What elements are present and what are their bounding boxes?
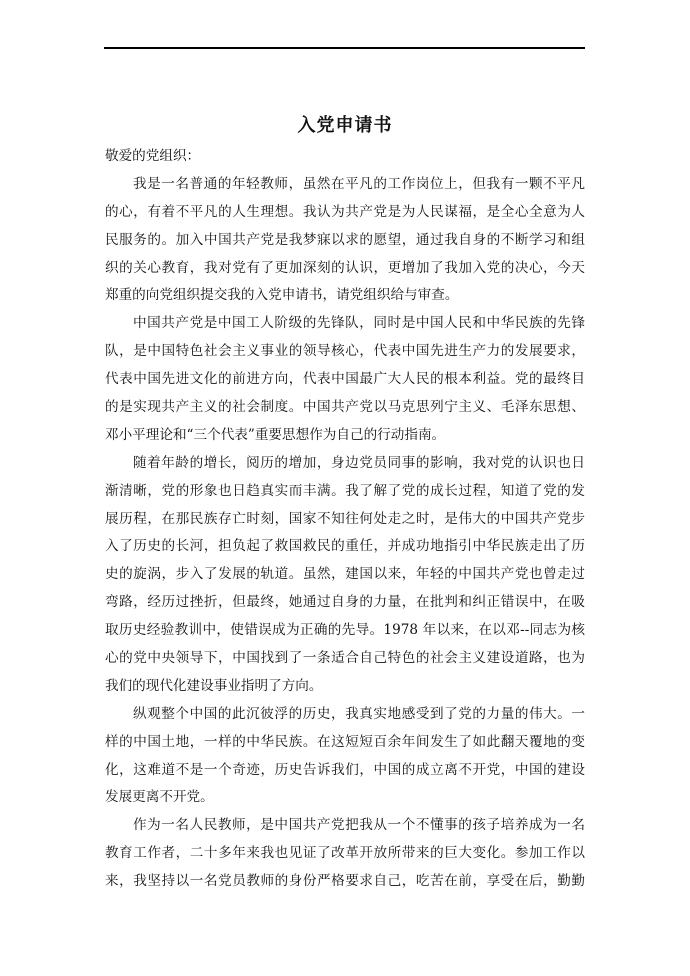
paragraph-line: 发展更离不开党。 xyxy=(105,789,214,806)
paragraph-line: 样的中国土地，一样的中华民族。在这短短百余年间发生了如此翻天覆地的变 xyxy=(105,733,585,750)
paragraph-line: 的是实现共产主义的社会制度。中国共产党以马克思列宁主义、毛泽东思想、 xyxy=(105,399,585,416)
paragraph-1 xyxy=(105,171,585,310)
paragraph-line: 作为一名人民教师，是中国共产党把我从一个不懂事的孩子培养成为一名 xyxy=(133,817,585,834)
paragraph-line: 化，这难道不是一个奇迹，历史告诉我们，中国的成立离不开党，中国的建设 xyxy=(105,761,585,778)
paragraph-line: 入了历史的长河，担负起了救国救民的重任，并成功地指引中华民族走出了历 xyxy=(105,538,585,555)
paragraph-line: 队，是中国特色社会主义事业的领导核心，代表中国先进生产力的发展要求， xyxy=(105,343,585,360)
paragraph-line: 史的旋涡，步入了发展的轨道。虽然，建国以来，年轻的中国共产党也曾走过 xyxy=(105,566,585,583)
paragraph-line: 郑重的向党组织提交我的入党申请书，请党组织给与审查。 xyxy=(105,287,459,304)
paragraph-line: 纵观整个中国的此沉彼浮的历史，我真实地感受到了党的力量的伟大。一 xyxy=(133,705,585,722)
paragraph-line: 代表中国先进文化的前进方向，代表中国最广大人民的根本利益。党的最终目 xyxy=(105,371,585,388)
paragraph-3 xyxy=(105,450,585,701)
salutation: 敬爱的党组织： xyxy=(105,148,201,164)
paragraph-line: 弯路，经历过挫折，但最终，她通过自身的力量，在批判和纠正错误中，在吸 xyxy=(105,594,585,611)
paragraph-line: 我是一名普通的年轻教师，虽然在平凡的工作岗位上，但我有一颗不平凡 xyxy=(133,175,585,192)
paragraph-line: 随着年龄的增长，阅历的增加，身边党员同事的影响，我对党的认识也日 xyxy=(133,454,585,471)
paragraph-line: 我们的现代化建设事业指明了方向。 xyxy=(105,677,323,694)
paragraph-4 xyxy=(105,701,585,813)
paragraph-line: 展历程，在那民族存亡时刻，国家不知往何处走之时，是伟大的中国共产党步 xyxy=(105,510,585,527)
paragraph-line: 织的关心教育，我对党有了更加深刻的认识，更增加了我加入党的决心，今天 xyxy=(105,259,585,276)
paragraph-line: 取历史经验教训中，使错误成为正确的先导。1978 年以来，在以邓--同志为核 xyxy=(105,622,585,639)
paragraph-line: 中国共产党是中国工人阶级的先锋队，同时是中国人民和中华民族的先锋 xyxy=(133,315,585,332)
document-title: 入党申请书 xyxy=(297,115,393,136)
paragraph-line: 教育工作者，二十多年来我也见证了改革开放所带来的巨大变化。参加工作以 xyxy=(105,845,585,862)
paragraph-5 xyxy=(105,812,585,896)
paragraph-2 xyxy=(105,310,585,449)
paragraph-line: 心的党中央领导下，中国找到了一条适合自己特色的社会主义建设道路，也为 xyxy=(105,650,585,667)
paragraph-line: 来，我坚持以一名党员教师的身份严格要求自己，吃苦在前，享受在后，勤勤 xyxy=(105,873,585,890)
header-rule xyxy=(104,47,585,49)
paragraph-line: 民服务的。加入中国共产党是我梦寐以求的愿望，通过我自身的不断学习和组 xyxy=(105,231,585,248)
paragraph-line: 的心，有着不平凡的人生理想。我认为共产党是为人民谋福，是全心全意为人 xyxy=(105,203,585,220)
paragraph-line: 邓小平理论和“三个代表”重要思想作为自己的行动指南。 xyxy=(105,426,446,443)
document-body xyxy=(105,143,585,896)
paragraph-line: 渐清晰，党的形象也日趋真实而丰满。我了解了党的成长过程，知道了党的发 xyxy=(105,482,585,499)
